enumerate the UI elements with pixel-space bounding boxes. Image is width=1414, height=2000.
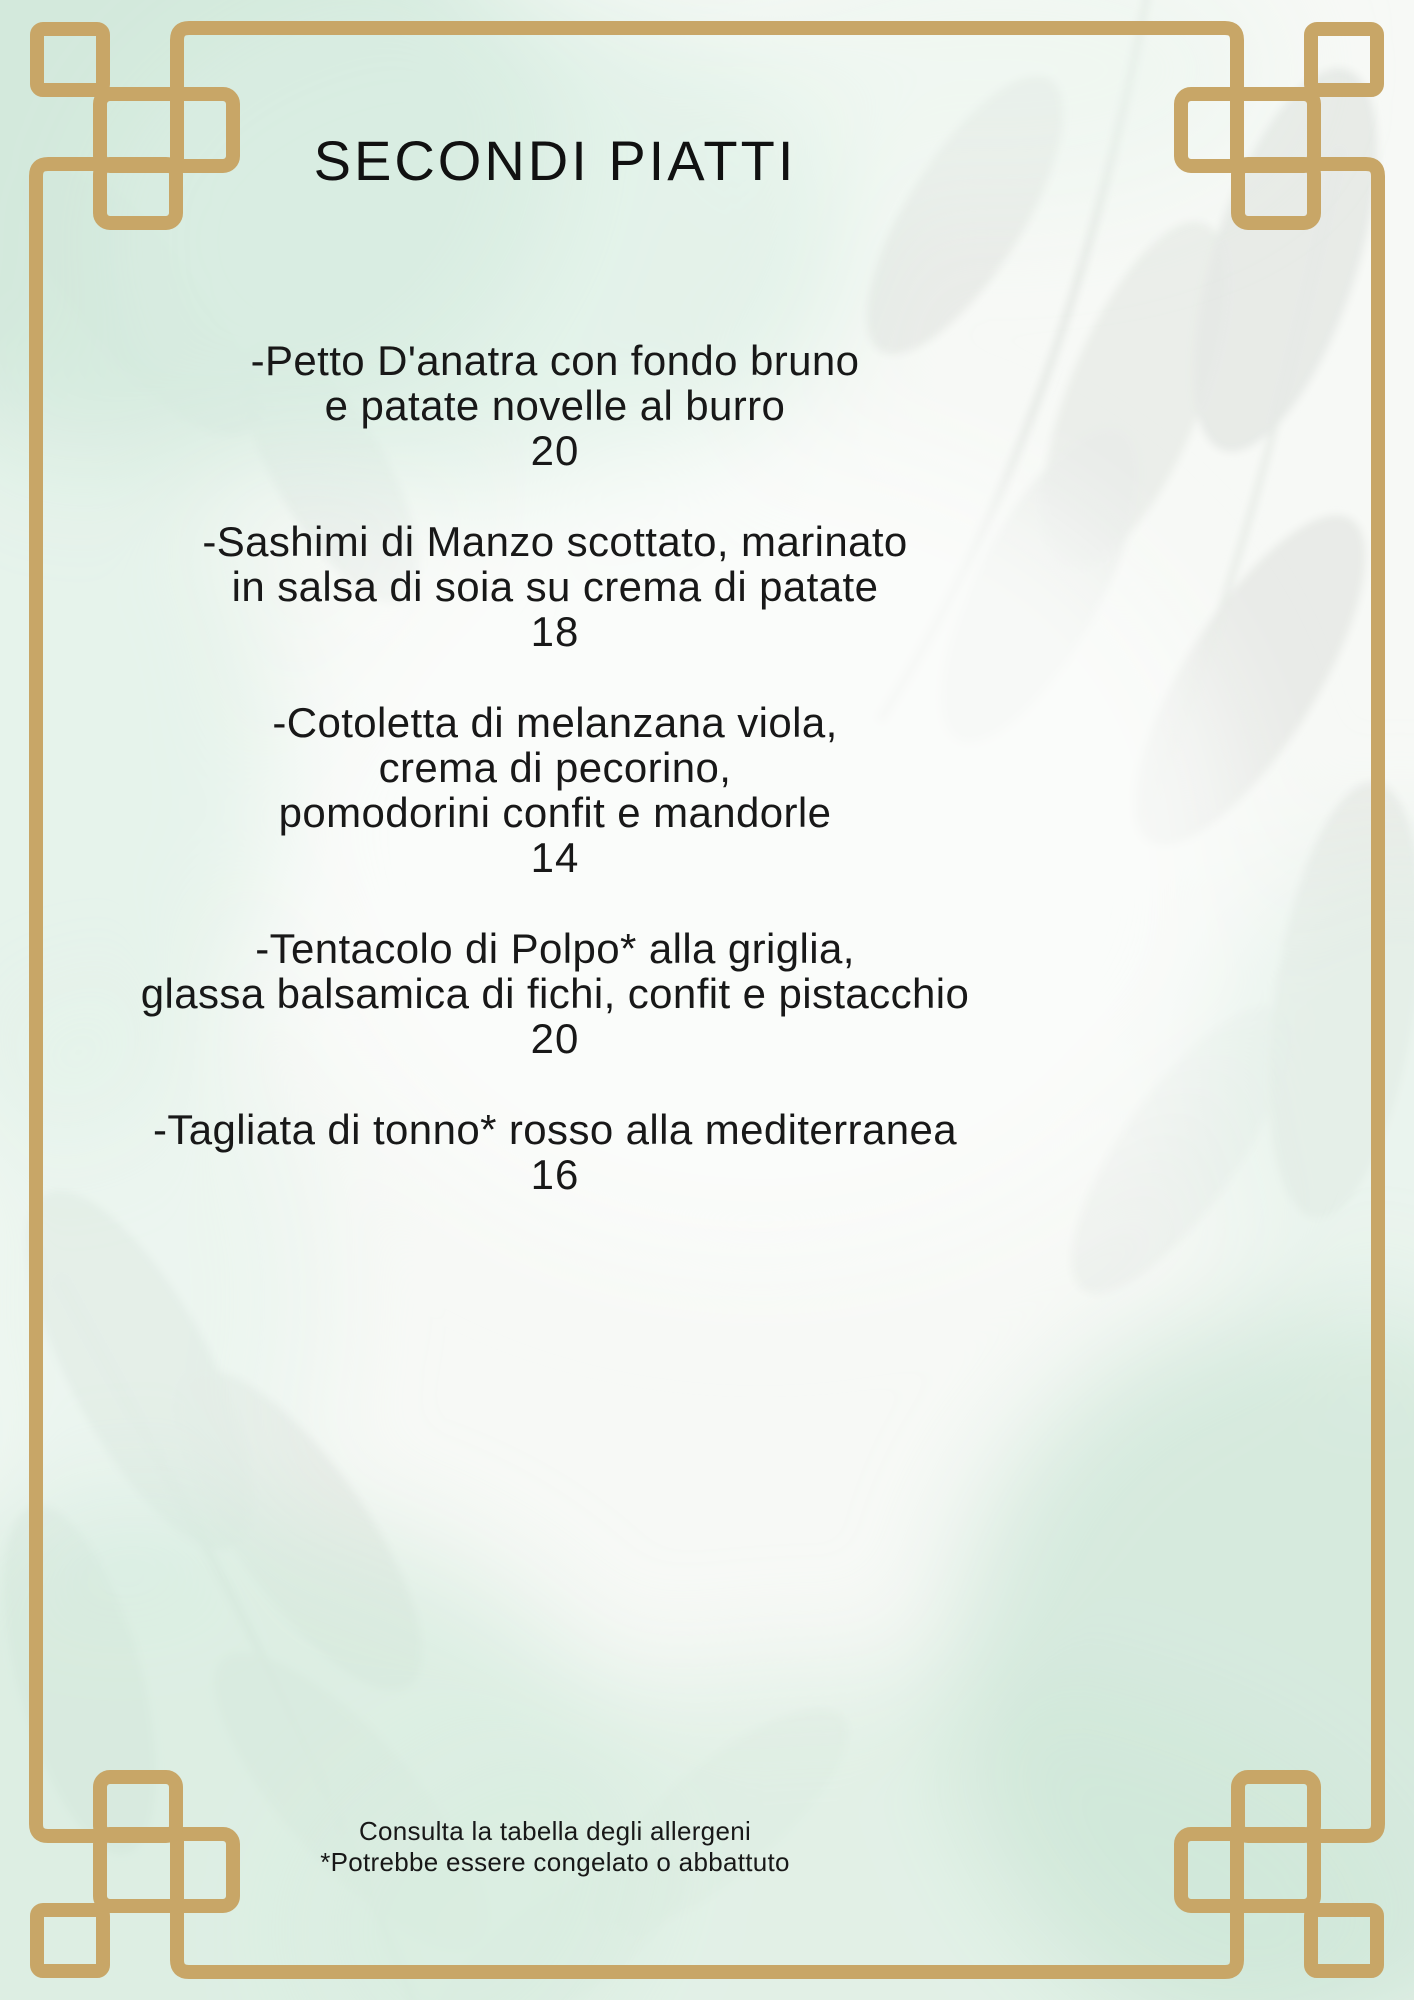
- menu-item-text: -Cotoletta di melanzana viola,: [272, 699, 838, 746]
- menu-item-price: 18: [530, 608, 580, 655]
- menu-item: [0, 926, 1110, 1061]
- corner-ornament-top-right: [1154, 28, 1378, 260]
- menu-item-text: crema di pecorino,: [378, 744, 732, 791]
- menu-item-text: pomodorini confit e mandorle: [278, 789, 832, 836]
- menu-list: [0, 338, 1110, 1243]
- menu-item-price: 20: [530, 1015, 580, 1062]
- page-title: SECONDI PIATTI: [313, 129, 797, 192]
- menu-item-price: 14: [530, 834, 580, 881]
- corner-ornament-bottom-right: [1154, 1740, 1378, 1972]
- menu-item: [0, 338, 1110, 473]
- menu-item-price: 16: [530, 1151, 580, 1198]
- menu-item-text: in salsa di soia su crema di patate: [231, 563, 879, 610]
- menu-item: [0, 1107, 1110, 1197]
- footer-note: [0, 1816, 1110, 1878]
- menu-item-text: -Tagliata di tonno* rosso alla mediterranea: [153, 1106, 957, 1153]
- menu-item-text: -Tentacolo di Polpo* alla griglia,: [255, 925, 855, 972]
- menu-item-text: e patate novelle al burro: [324, 382, 786, 429]
- menu-item-text: glassa balsamica di fichi, confit e pistacchio: [140, 970, 970, 1017]
- menu-item: [0, 519, 1110, 654]
- footer-allergen-note: Consulta la tabella degli allergeni: [358, 1816, 752, 1846]
- menu-item-text: -Sashimi di Manzo scottato, marinato: [202, 518, 908, 565]
- menu-item-text: -Petto D'anatra con fondo bruno: [250, 337, 860, 384]
- menu-item: [0, 700, 1110, 880]
- footer-frozen-note: *Potrebbe essere congelato o abbattuto: [320, 1847, 790, 1877]
- menu-item-price: 20: [530, 427, 580, 474]
